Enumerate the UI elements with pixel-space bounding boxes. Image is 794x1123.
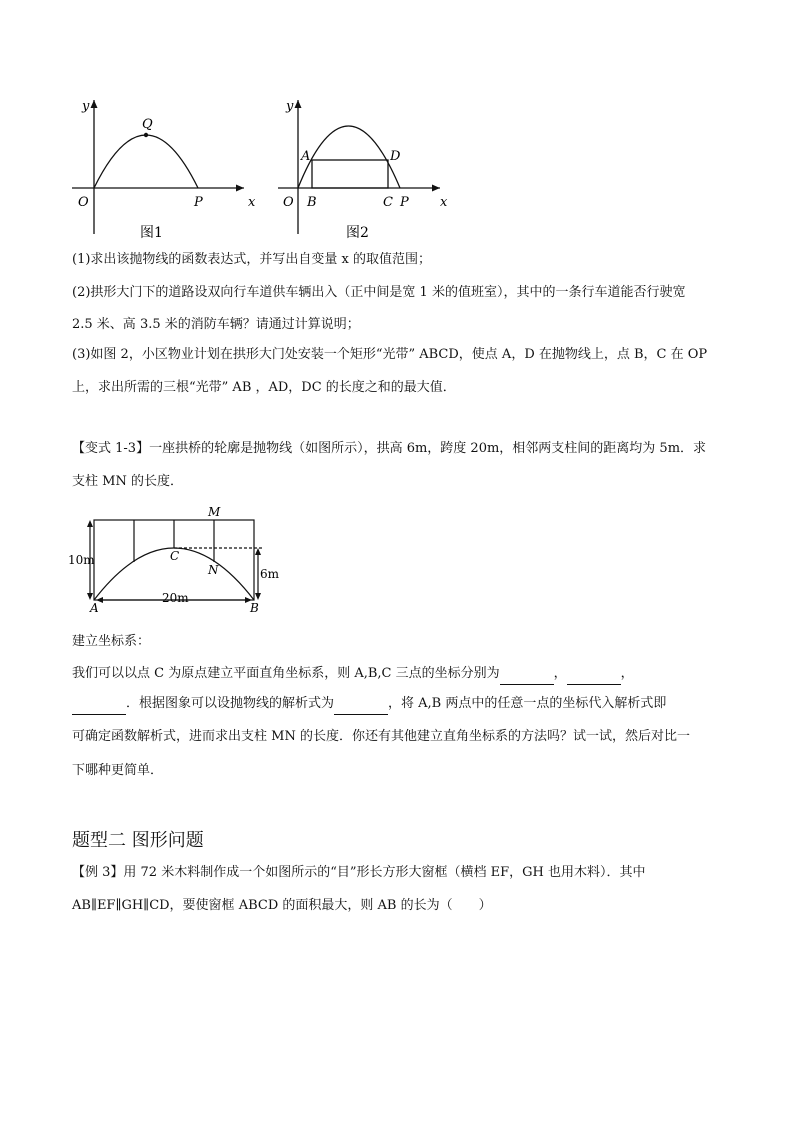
figure-2 — [272, 94, 462, 244]
fig2-p-label: P — [400, 195, 409, 210]
fig1-origin-label: O — [78, 195, 89, 210]
fig2-d-label: D — [390, 149, 401, 164]
fig2-y-label: y — [286, 99, 294, 114]
fig2-x-label: x — [440, 195, 448, 210]
example-line-1: 【例 3】用 72 米木料制作成一个如图所示的“目”形长方形大窗框（横档 EF，GH 也用木料）．其中 — [72, 865, 646, 880]
coordinate-line-4: 下哪种更简单． — [72, 763, 164, 778]
fig1-y-label: y — [82, 99, 90, 114]
question-3-line-2: 上，求出所需的三根“光带” AB ，AD，DC 的长度之和的最大值． — [72, 380, 456, 395]
answer-blank-b[interactable] — [567, 670, 621, 685]
fig1-p-label: P — [194, 195, 203, 210]
bridge-b-label: B — [250, 601, 259, 615]
question-3-line-1: (3)如图 2，小区物业计划在拱形大门处安装一个矩形“光带” ABCD，使点 A，D 在抛物线上，点 B，C 在 OP — [72, 347, 708, 362]
bridge-c-label: C — [170, 549, 180, 563]
coordinate-line-3: 可确定函数解析式，进而求出支柱 MN 的长度．你还有其他建立直角坐标系的方法吗？试一试，然后对比一 — [72, 729, 690, 744]
fig2-b-label: B — [307, 195, 317, 210]
answer-blank-formula[interactable] — [334, 700, 388, 715]
question-2-line-2: 2.5 米、高 3.5 米的消防车辆？请通过计算说明； — [72, 317, 360, 332]
fig1-caption: 图1 — [140, 225, 163, 241]
fig1-x-label: x — [248, 195, 256, 210]
variant-line-2: 支柱 MN 的长度． — [72, 474, 183, 489]
variant-line-1: 【变式 1-3】一座拱桥的轮廓是抛物线（如图所示），拱高 6m，跨度 20m，相邻两支柱间的距离均为 5m．求 — [72, 441, 707, 456]
bridge-m-label: M — [208, 505, 221, 519]
fig2-origin-label: O — [283, 195, 294, 210]
fig2-caption: 图2 — [346, 225, 369, 241]
bridge-n-label: N — [208, 563, 219, 577]
bridge-width-20m: 20m — [162, 591, 189, 605]
bridge-height-6m: 6m — [260, 567, 280, 581]
fig2-c-label: C — [383, 195, 393, 210]
fig1-q-label: Q — [142, 117, 153, 132]
coordinate-line-2: ．根据图象可以设抛物线的解析式为 ，将 A,B 两点中的任意一点的坐标代入解析式即 — [72, 693, 732, 715]
bridge-a-label: A — [90, 601, 99, 615]
question-2-line-1: (2)拱形大门下的道路设双向行车道供车辆出入（正中间是宽 1 米的值班室），其中的一条行车道能否行驶宽 — [72, 285, 686, 300]
example-line-2: AB∥EF∥GH∥CD，要使窗框 ABCD 的面积最大，则 AB 的长为（ ） — [72, 898, 492, 913]
coordinate-title: 建立坐标系： — [72, 634, 151, 649]
coordinate-line-1: 我们可以以点 C 为原点建立平面直角坐标系，则 A,B,C 三点的坐标分别为 ， ， — [72, 663, 732, 685]
question-1: (1)求出该抛物线的函数表达式，并写出自变量 x 的取值范围； — [72, 252, 432, 267]
bridge-figure — [68, 502, 288, 620]
answer-blank-c[interactable] — [72, 700, 126, 715]
section-title: 题型二 图形问题 — [72, 830, 204, 851]
fig2-a-label: A — [301, 149, 311, 164]
bridge-height-10m: 10m — [68, 553, 95, 567]
answer-blank-a[interactable] — [500, 670, 554, 685]
figure-1 — [66, 94, 256, 244]
